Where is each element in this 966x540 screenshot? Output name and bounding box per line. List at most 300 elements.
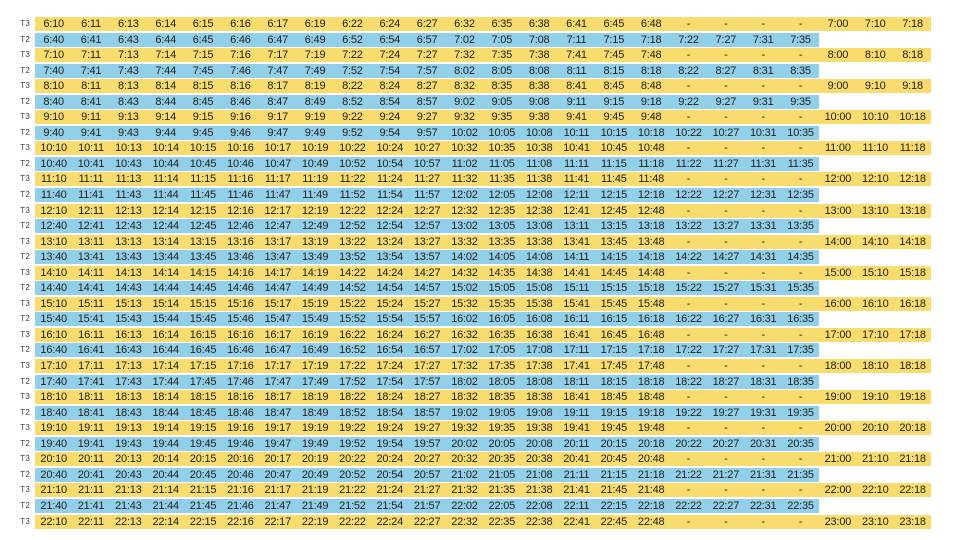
time-cell: 12:22 <box>334 204 371 218</box>
no-service-cell: - <box>670 359 707 373</box>
time-cell: 20:43 <box>110 468 147 482</box>
time-cell: 16:27 <box>408 328 445 342</box>
no-service-cell: - <box>707 141 744 155</box>
empty-cell <box>894 437 931 451</box>
time-cell: 15:44 <box>147 312 184 326</box>
empty-cell <box>819 126 856 140</box>
train-line-label: T3 <box>20 423 30 433</box>
time-cell: 15:45 <box>184 312 221 326</box>
time-cell: 9:22 <box>334 110 371 124</box>
time-cell: 16:18 <box>894 297 931 311</box>
time-cell: 13:22 <box>670 219 707 233</box>
time-cell: 11:45 <box>595 172 632 186</box>
time-cell: 22:45 <box>595 515 632 529</box>
time-cell: 16:46 <box>222 343 259 357</box>
time-cell: 18:18 <box>633 375 670 389</box>
time-cell: 7:41 <box>72 64 109 78</box>
time-cell: 15:43 <box>110 312 147 326</box>
time-cell: 10:17 <box>259 141 296 155</box>
time-cell: 22:16 <box>222 515 259 529</box>
time-cell: 19:27 <box>707 406 744 420</box>
time-cell: 12:41 <box>72 219 109 233</box>
time-cell: 8:45 <box>595 79 632 93</box>
no-service-cell: - <box>745 390 782 404</box>
time-cell: 7:17 <box>259 48 296 62</box>
empty-cell <box>857 250 894 264</box>
time-cell: 21:46 <box>222 499 259 513</box>
time-cell: 6:41 <box>72 33 109 47</box>
time-cell: 19:02 <box>446 406 483 420</box>
time-cell: 9:13 <box>110 110 147 124</box>
time-cell: 6:24 <box>371 17 408 31</box>
empty-cell <box>894 281 931 295</box>
empty-cell <box>819 250 856 264</box>
time-cell: 20:54 <box>371 468 408 482</box>
empty-cell <box>857 468 894 482</box>
no-service-cell: - <box>782 172 819 186</box>
time-cell: 9:49 <box>296 126 333 140</box>
time-cell: 11:10 <box>35 172 72 186</box>
time-cell: 13:08 <box>520 219 557 233</box>
no-service-cell: - <box>707 452 744 466</box>
time-cell: 14:40 <box>35 281 72 295</box>
no-service-cell: - <box>745 235 782 249</box>
no-service-cell: - <box>745 421 782 435</box>
time-cell: 11:31 <box>745 157 782 171</box>
time-cell: 13:57 <box>408 250 445 264</box>
time-cell: 17:22 <box>334 359 371 373</box>
time-cell: 13:17 <box>259 235 296 249</box>
time-cell: 18:54 <box>371 406 408 420</box>
timetable-row <box>0 437 931 451</box>
time-cell: 20:10 <box>35 452 72 466</box>
time-cell: 10:14 <box>147 141 184 155</box>
time-cell: 15:24 <box>371 297 408 311</box>
time-cell: 13:15 <box>184 235 221 249</box>
time-cell: 6:17 <box>259 17 296 31</box>
time-cell: 18:57 <box>408 406 445 420</box>
time-cell: 14:08 <box>520 250 557 264</box>
time-cell: 14:18 <box>633 250 670 264</box>
no-service-cell: - <box>707 297 744 311</box>
time-cell: 18:14 <box>147 390 184 404</box>
no-service-cell: - <box>782 483 819 497</box>
no-service-cell: - <box>782 204 819 218</box>
time-cell: 17:02 <box>446 343 483 357</box>
time-cell: 12:17 <box>259 204 296 218</box>
time-cell: 9:17 <box>259 110 296 124</box>
no-service-cell: - <box>707 328 744 342</box>
time-cell: 12:15 <box>184 204 221 218</box>
time-cell: 13:05 <box>483 219 520 233</box>
timetable-row <box>0 64 931 78</box>
time-cell: 11:43 <box>110 188 147 202</box>
time-cell: 11:15 <box>184 172 221 186</box>
time-cell: 8:08 <box>520 64 557 78</box>
time-cell: 22:19 <box>296 515 333 529</box>
time-cell: 14:32 <box>446 266 483 280</box>
time-cell: 10:18 <box>894 110 931 124</box>
time-cell: 11:52 <box>334 188 371 202</box>
time-cell: 10:45 <box>184 157 221 171</box>
timetable-row <box>0 110 931 124</box>
time-cell: 20:45 <box>184 468 221 482</box>
empty-cell <box>857 126 894 140</box>
time-cell: 8:46 <box>222 95 259 109</box>
train-line-label: T2 <box>20 221 30 231</box>
time-cell: 18:27 <box>707 375 744 389</box>
time-cell: 9:15 <box>184 110 221 124</box>
empty-cell <box>819 375 856 389</box>
time-cell: 8:35 <box>782 64 819 78</box>
time-cell: 21:02 <box>446 468 483 482</box>
time-cell: 17:05 <box>483 343 520 357</box>
time-cell: 21:11 <box>72 483 109 497</box>
time-cell: 14:35 <box>782 250 819 264</box>
time-cell: 19:32 <box>446 421 483 435</box>
time-cell: 9:41 <box>558 110 595 124</box>
time-cell: 19:08 <box>520 406 557 420</box>
time-cell: 14:45 <box>595 266 632 280</box>
time-cell: 18:15 <box>184 390 221 404</box>
time-cell: 19:17 <box>259 421 296 435</box>
time-cell: 11:15 <box>595 157 632 171</box>
time-cell: 8:19 <box>296 79 333 93</box>
time-cell: 9:47 <box>259 126 296 140</box>
time-cell: 15:35 <box>782 281 819 295</box>
time-cell: 6:32 <box>446 17 483 31</box>
empty-cell <box>857 157 894 171</box>
time-cell: 14:35 <box>483 266 520 280</box>
no-service-cell: - <box>670 79 707 93</box>
time-cell: 18:38 <box>520 390 557 404</box>
time-cell: 9:11 <box>558 95 595 109</box>
time-cell: 15:54 <box>371 312 408 326</box>
train-line-label: T3 <box>20 50 30 60</box>
time-cell: 16:13 <box>110 328 147 342</box>
time-cell: 8:27 <box>707 64 744 78</box>
time-cell: 13:54 <box>371 250 408 264</box>
time-cell: 19:31 <box>745 406 782 420</box>
time-cell: 20:57 <box>408 468 445 482</box>
time-cell: 6:15 <box>184 17 221 31</box>
time-cell: 18:40 <box>35 406 72 420</box>
time-cell: 11:41 <box>72 188 109 202</box>
time-cell: 7:49 <box>296 64 333 78</box>
no-service-cell: - <box>670 452 707 466</box>
time-cell: 14:52 <box>334 281 371 295</box>
time-cell: 7:11 <box>72 48 109 62</box>
train-line-label: T2 <box>20 65 30 75</box>
time-cell: 7:52 <box>334 64 371 78</box>
time-cell: 22:22 <box>334 515 371 529</box>
time-cell: 19:46 <box>222 437 259 451</box>
time-cell: 11:48 <box>633 172 670 186</box>
time-cell: 10:44 <box>147 157 184 171</box>
train-line-label: T2 <box>20 314 30 324</box>
time-cell: 19:00 <box>819 390 856 404</box>
time-cell: 12:27 <box>408 204 445 218</box>
time-cell: 19:41 <box>72 437 109 451</box>
time-cell: 13:44 <box>147 250 184 264</box>
time-cell: 11:38 <box>520 172 557 186</box>
timetable-row <box>0 421 931 435</box>
time-cell: 14:38 <box>520 266 557 280</box>
time-cell: 21:10 <box>35 483 72 497</box>
time-cell: 22:35 <box>782 499 819 513</box>
time-cell: 6:13 <box>110 17 147 31</box>
time-cell: 22:08 <box>520 499 557 513</box>
time-cell: 13:02 <box>446 219 483 233</box>
time-cell: 7:44 <box>147 64 184 78</box>
time-cell: 10:54 <box>371 157 408 171</box>
no-service-cell: - <box>745 141 782 155</box>
time-cell: 21:00 <box>819 452 856 466</box>
time-cell: 18:16 <box>222 390 259 404</box>
time-cell: 19:45 <box>595 421 632 435</box>
empty-cell <box>819 157 856 171</box>
time-cell: 7:31 <box>745 33 782 47</box>
time-cell: 10:40 <box>35 157 72 171</box>
time-cell: 19:13 <box>110 421 147 435</box>
empty-cell <box>857 343 894 357</box>
time-cell: 19:11 <box>72 421 109 435</box>
time-cell: 16:00 <box>819 297 856 311</box>
time-cell: 8:31 <box>745 64 782 78</box>
time-cell: 17:45 <box>595 359 632 373</box>
empty-cell <box>894 157 931 171</box>
time-cell: 16:22 <box>670 312 707 326</box>
time-cell: 18:22 <box>334 390 371 404</box>
time-cell: 13:35 <box>782 219 819 233</box>
timetable-row <box>0 297 931 311</box>
time-cell: 18:47 <box>259 406 296 420</box>
time-cell: 12:46 <box>222 219 259 233</box>
empty-cell <box>894 499 931 513</box>
time-cell: 8:57 <box>408 95 445 109</box>
time-cell: 11:40 <box>35 188 72 202</box>
train-line-label: T3 <box>20 19 30 28</box>
time-cell: 11:18 <box>633 157 670 171</box>
time-cell: 11:47 <box>259 188 296 202</box>
time-cell: 10:32 <box>446 141 483 155</box>
time-cell: 18:31 <box>745 375 782 389</box>
time-cell: 18:24 <box>371 390 408 404</box>
time-cell: 10:31 <box>745 126 782 140</box>
time-cell: 15:27 <box>707 281 744 295</box>
time-cell: 10:45 <box>595 141 632 155</box>
train-line-label: T2 <box>20 407 30 417</box>
time-cell: 10:43 <box>110 157 147 171</box>
time-cell: 17:10 <box>857 328 894 342</box>
time-cell: 20:17 <box>259 452 296 466</box>
time-cell: 18:08 <box>520 375 557 389</box>
time-cell: 12:14 <box>147 204 184 218</box>
time-cell: 12:13 <box>110 204 147 218</box>
time-cell: 8:40 <box>35 95 72 109</box>
time-cell: 8:15 <box>184 79 221 93</box>
time-cell: 21:44 <box>147 499 184 513</box>
timetable-row <box>0 48 931 62</box>
time-cell: 11:05 <box>483 157 520 171</box>
time-cell: 11:13 <box>110 172 147 186</box>
time-cell: 20:15 <box>184 452 221 466</box>
train-line-label: T2 <box>20 127 30 137</box>
time-cell: 21:45 <box>595 483 632 497</box>
time-cell: 10:38 <box>520 141 557 155</box>
time-cell: 18:32 <box>446 390 483 404</box>
time-cell: 20:27 <box>707 437 744 451</box>
time-cell: 14:22 <box>334 266 371 280</box>
time-cell: 14:24 <box>371 266 408 280</box>
time-cell: 12:27 <box>707 188 744 202</box>
train-line-label: T2 <box>20 96 30 106</box>
time-cell: 14:13 <box>110 266 147 280</box>
time-cell: 9:14 <box>147 110 184 124</box>
time-cell: 10:47 <box>259 157 296 171</box>
time-cell: 14:10 <box>35 266 72 280</box>
timetable-row <box>0 406 931 420</box>
time-cell: 17:52 <box>334 375 371 389</box>
no-service-cell: - <box>745 297 782 311</box>
time-cell: 9:40 <box>35 126 72 140</box>
time-cell: 13:41 <box>558 235 595 249</box>
time-cell: 6:46 <box>222 33 259 47</box>
time-cell: 15:18 <box>894 266 931 280</box>
time-cell: 9:19 <box>296 110 333 124</box>
time-cell: 19:14 <box>147 421 184 435</box>
time-cell: 9:10 <box>35 110 72 124</box>
time-cell: 12:54 <box>371 219 408 233</box>
time-cell: 19:57 <box>408 437 445 451</box>
time-cell: 19:54 <box>371 437 408 451</box>
time-cell: 9:15 <box>595 95 632 109</box>
no-service-cell: - <box>707 17 744 31</box>
time-cell: 6:35 <box>483 17 520 31</box>
no-service-cell: - <box>745 17 782 31</box>
no-service-cell: - <box>782 390 819 404</box>
time-cell: 7:35 <box>483 48 520 62</box>
time-cell: 19:35 <box>483 421 520 435</box>
time-cell: 9:45 <box>184 126 221 140</box>
time-cell: 18:15 <box>595 375 632 389</box>
time-cell: 14:46 <box>222 281 259 295</box>
no-service-cell: - <box>670 235 707 249</box>
no-service-cell: - <box>670 328 707 342</box>
time-cell: 6:45 <box>595 17 632 31</box>
time-cell: 7:45 <box>595 48 632 62</box>
time-cell: 16:15 <box>595 312 632 326</box>
time-cell: 11:57 <box>408 188 445 202</box>
empty-cell <box>857 312 894 326</box>
time-cell: 21:05 <box>483 468 520 482</box>
time-cell: 11:22 <box>334 172 371 186</box>
time-cell: 21:10 <box>857 452 894 466</box>
time-cell: 16:22 <box>334 328 371 342</box>
time-cell: 17:15 <box>595 343 632 357</box>
time-cell: 16:27 <box>707 312 744 326</box>
time-cell: 11:46 <box>222 188 259 202</box>
time-cell: 10:27 <box>707 126 744 140</box>
time-cell: 13:27 <box>707 219 744 233</box>
time-cell: 20:18 <box>894 421 931 435</box>
no-service-cell: - <box>782 48 819 62</box>
no-service-cell: - <box>707 266 744 280</box>
empty-cell <box>819 64 856 78</box>
time-cell: 20:13 <box>110 452 147 466</box>
timetable-row <box>0 95 931 109</box>
time-cell: 7:40 <box>35 64 72 78</box>
time-cell: 8:41 <box>558 79 595 93</box>
time-cell: 18:17 <box>259 390 296 404</box>
time-cell: 12:24 <box>371 204 408 218</box>
train-line-label: T2 <box>20 283 30 293</box>
time-cell: 10:22 <box>670 126 707 140</box>
train-line-label: T2 <box>20 438 30 448</box>
time-cell: 14:16 <box>222 266 259 280</box>
time-cell: 13:41 <box>72 250 109 264</box>
no-service-cell: - <box>782 421 819 435</box>
time-cell: 14:11 <box>72 266 109 280</box>
time-cell: 11:44 <box>147 188 184 202</box>
time-cell: 17:19 <box>296 359 333 373</box>
time-cell: 6:27 <box>408 17 445 31</box>
time-cell: 18:43 <box>110 406 147 420</box>
time-cell: 15:41 <box>72 312 109 326</box>
time-cell: 21:17 <box>259 483 296 497</box>
timetable-row <box>0 188 931 202</box>
time-cell: 20:15 <box>595 437 632 451</box>
train-line-label: T3 <box>20 112 30 122</box>
time-cell: 6:16 <box>222 17 259 31</box>
time-cell: 7:24 <box>371 48 408 62</box>
time-cell: 21:45 <box>184 499 221 513</box>
empty-cell <box>857 406 894 420</box>
time-cell: 6:54 <box>371 33 408 47</box>
time-cell: 10:18 <box>633 126 670 140</box>
time-cell: 11:14 <box>147 172 184 186</box>
time-cell: 20:41 <box>558 452 595 466</box>
timetable-row <box>0 235 931 249</box>
time-cell: 9:32 <box>446 110 483 124</box>
timetable-row <box>0 79 931 93</box>
time-cell: 22:41 <box>558 515 595 529</box>
time-cell: 15:00 <box>819 266 856 280</box>
no-service-cell: - <box>707 390 744 404</box>
time-cell: 18:35 <box>782 375 819 389</box>
time-cell: 17:35 <box>483 359 520 373</box>
time-cell: 21:43 <box>110 499 147 513</box>
time-cell: 8:00 <box>819 48 856 62</box>
time-cell: 20:44 <box>147 468 184 482</box>
time-cell: 9:41 <box>72 126 109 140</box>
timetable-row <box>0 250 931 264</box>
time-cell: 16:38 <box>520 328 557 342</box>
time-cell: 18:48 <box>633 390 670 404</box>
time-cell: 22:13 <box>110 515 147 529</box>
time-cell: 14:27 <box>408 266 445 280</box>
time-cell: 11:54 <box>371 188 408 202</box>
time-cell: 11:02 <box>446 157 483 171</box>
timetable-row <box>0 33 931 47</box>
no-service-cell: - <box>670 483 707 497</box>
time-cell: 16:40 <box>35 343 72 357</box>
timetable-row <box>0 17 931 31</box>
time-cell: 9:22 <box>670 95 707 109</box>
time-cell: 8:22 <box>670 64 707 78</box>
no-service-cell: - <box>782 17 819 31</box>
time-cell: 14:02 <box>446 250 483 264</box>
